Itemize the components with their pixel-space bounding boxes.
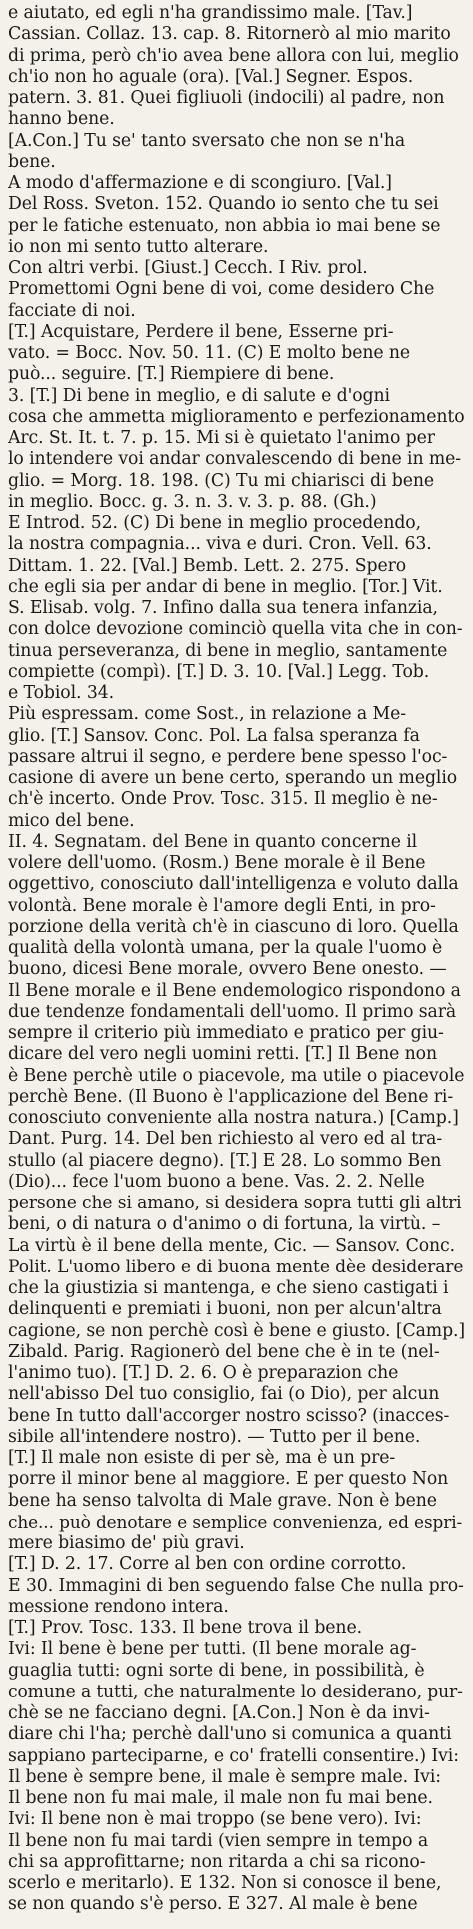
text-line: E Introd. 52. (C) Di bene in meglio procedendo,	[8, 513, 422, 533]
text-line: chè se ne facciano degni. [A.Con.] Non è da invi-	[8, 1703, 430, 1723]
text-line: buono, dicesi Bene morale, ovvero Bene onesto. —	[8, 959, 447, 980]
text-line: S. Elisab. volg. 7. Infino dalla sua tenera infanzia,	[8, 598, 438, 618]
text-line: diare chi l'ha; perchè dall'uno si comunica a quanti	[8, 1724, 452, 1745]
text-line: che la giustizia si mantenga, e che sieno castigati i	[8, 1278, 449, 1298]
text-line: chi sa approfittarne; non ritarda a chi sa ricono-	[8, 1851, 426, 1872]
text-line: delinquenti e premiati i buoni, non per alcun'altra	[8, 1299, 442, 1320]
text-line: glio. [T.] Sansov. Conc. Pol. La falsa speranza fa	[8, 725, 420, 746]
text-line: in meglio. Bocc. g. 3. n. 3. v. 3. p. 88. (Gh.)	[8, 491, 377, 512]
text-line: [T.] Prov. Tosc. 133. Il bene trova il bene.	[8, 1618, 362, 1638]
text-line: [T.] Acquistare, Perdere il bene, Esserne pri-	[8, 321, 394, 342]
text-line: Promettomi Ogni bene di voi, come desidero Che	[8, 279, 435, 300]
text-line: può... seguire. [T.] Riempiere di bene.	[8, 364, 335, 385]
text-line: tinua perseveranza, di bene in meglio, santamente	[8, 640, 448, 661]
text-line: Il bene non fu mai tardi (vien sempre in tempo a	[8, 1830, 429, 1851]
text-line: messione rendono intera.	[8, 1596, 229, 1617]
text-line: (Dio)... fece l'uom buono a bene. Vas. 2. 2. Nelle	[8, 1171, 425, 1192]
text-line: sibile all'intendere nostro). — Tutto per il bene.	[8, 1426, 421, 1447]
text-line: compiette (compì). [T.] D. 3. 10. [Val.] Legg. Tob.	[8, 661, 430, 682]
text-line: cagione, se non perchè così è bene e giusto. [Camp.]	[8, 1320, 465, 1341]
text-line: vato. = Bocc. Nov. 50. 11. (C) E molto bene ne	[8, 343, 411, 363]
text-line: volontà. Bene morale è l'amore degli Enti, in pro-	[8, 895, 436, 916]
text-line: casione di avere un bene certo, sperando un meglio	[8, 768, 458, 788]
text-line: Polit. L'uomo libero e di buona mente dèe desiderare	[8, 1256, 464, 1277]
text-line: beni, o di natura o d'animo o di fortuna, la virtù. –	[8, 1214, 441, 1235]
text-line: facciate di noi.	[8, 300, 136, 321]
text-line: mico del bene.	[8, 810, 135, 831]
text-line: persone che si amano, si desidera sopra tutti gli altri	[8, 1193, 462, 1213]
text-line: con dolce devozione cominciò quella vita che in con-	[8, 619, 463, 640]
text-line: Cassian. Collaz. 13. cap. 8. Ritornerò al mio marito	[8, 24, 451, 45]
text-line: conosciuto conveniente alla nostra natura.) [Camp.]	[8, 1108, 459, 1128]
text-line: [T.] Il male non esiste di per sè, ma è un pre-	[8, 1448, 396, 1468]
text-line: guaglia tutti: ogni sorte di bene, in possibilità, è	[8, 1660, 425, 1681]
text-line: lo intendere voi andar convalescendo di bene in me-	[8, 449, 462, 470]
text-line: La virtù è il bene della mente, Cic. — Sansov. Conc.	[8, 1235, 455, 1256]
text-line: bene ha senso talvolta di Male grave. Non è bene	[8, 1490, 437, 1511]
text-line: Ivi: Il bene non è mai troppo (se bene vero). Ivi:	[8, 1809, 422, 1830]
text-line: Ivi: Il bene è bene per tutti. (Il bene morale ag-	[8, 1639, 417, 1660]
text-line: [A.Con.] Tu se' tanto sversato che non se n'ha	[8, 130, 406, 151]
text-line: è Bene perchè utile o piacevole, ma utile o piacevole	[8, 1065, 465, 1086]
text-line: II. 4. Segnatam. del Bene in quanto concerne il	[8, 831, 418, 852]
text-line: Dant. Purg. 14. Del ben richiesto al vero ed al tra-	[8, 1129, 443, 1150]
text-line: dicare del vero negli uomini retti. [T.] Il Bene non	[8, 1044, 438, 1065]
text-line: io non mi sento tutto alterare.	[8, 236, 269, 257]
text-line: Dittam. 1. 22. [Val.] Bemb. Lett. 2. 275. Spero	[8, 555, 407, 576]
text-line: Il Bene morale e il Bene endemologico rispondono a	[8, 980, 461, 1001]
text-line: che... può denotare e semplice convenienza, ed espri-	[8, 1511, 463, 1532]
text-line: passare altrui il segno, e perdere bene spesso l'oc-	[8, 746, 448, 767]
text-line: bene In tutto dall'accorger nostro scisso? (inacces-	[8, 1405, 450, 1426]
text-line: A modo d'affermazione e di scongiuro. [Val.]	[8, 173, 392, 193]
text-line: oggettivo, conosciuto dall'intelligenza e voluto dalla	[8, 874, 459, 895]
text-line: Il bene è sempre bene, il male è sempre male. Ivi:	[8, 1766, 441, 1787]
text-line: volere dell'uomo. (Rosm.) Bene morale è il Bene	[8, 853, 426, 873]
text-line: [T.] D. 2. 17. Corre al ben con ordine corrotto.	[8, 1554, 407, 1575]
text-line: che egli sia per andar di bene in meglio. [Tor.] Vit.	[8, 576, 443, 597]
text-line: Del Ross. Sveton. 152. Quando io sento che tu sei	[8, 194, 439, 215]
text-line: qualità della volontà umana, per la quale l'uomo è	[8, 938, 443, 958]
text-line: Il bene non fu mai male, il male non fu mai bene.	[8, 1788, 433, 1808]
text-line: comune a tutti, che naturalmente lo desiderano, pur-	[8, 1681, 463, 1702]
text-line: 3. [T.] Di bene in meglio, e di salute e d'ogni	[8, 385, 390, 406]
text-line: ch'io non ho aguale (ora). [Val.] Segner. Espos.	[8, 66, 414, 87]
text-line: ch'è incerto. Onde Prov. Tosc. 315. Il meglio è ne-	[8, 789, 438, 810]
text-line: Arc. St. It. t. 7. p. 15. Mi si è quietato l'animo per	[8, 428, 435, 448]
text-line: glio. = Morg. 18. 198. (C) Tu mi chiarisci di bene	[8, 470, 435, 491]
text-line: Zibald. Parig. Ragionerò del bene che è in te (nel-	[8, 1341, 440, 1362]
text-line: per le fatiche estenuato, non abbia io mai bene se	[8, 215, 441, 236]
text-line: mere biasimo de' più gravi.	[8, 1533, 245, 1553]
text-line: patern. 3. 81. Quei figliuoli (indocili) al padre, non	[8, 88, 445, 108]
text-line: e aiutato, ed egli n'ha grandissimo male. [Tav.]	[8, 3, 413, 23]
text-line: perchè Bene. (Il Buono è l'applicazione del Bene ri-	[8, 1086, 454, 1107]
text-line: due tendenze fondamentali dell'uomo. Il primo sarà	[8, 1001, 457, 1022]
text-line: porre il minor bene al maggiore. E per questo Non	[8, 1469, 449, 1490]
text-line: nell'abisso Del tuo consiglio, fai (o Dio), per alcun	[8, 1384, 440, 1405]
text-line: cosa che ammetta miglioramento e perfezionamento	[8, 406, 465, 427]
text-line: porzione della verità ch'è in ciascuno di loro. Quella	[8, 916, 459, 937]
text-line: hanno bene.	[8, 109, 115, 130]
text-line: Più espressam. come Sost., in relazione a Me-	[8, 704, 406, 725]
text-line: E 30. Immagini di ben seguendo false Che nulla pro-	[8, 1575, 464, 1596]
text-line: la nostra compagnia... viva e duri. Cron. Vell. 63.	[8, 534, 432, 555]
text-line: stullo (al piacere degno). [T.] E 28. Lo sommo Ben	[8, 1150, 442, 1171]
text-line: sempre il criterio più immediato e pratico per giu-	[8, 1023, 444, 1043]
text-line: e Tobiol. 34.	[8, 683, 114, 703]
text-line: scerlo e meritarlo). E 132. Non si conosce il bene,	[8, 1873, 442, 1893]
text-line: sappiano parteciparne, e co' fratelli consentire.) Ivi:	[8, 1745, 459, 1766]
text-line: di prima, però ch'io avea bene allora con lui, meglio	[8, 45, 459, 66]
text-line: se non quando s'è perso. E 327. Al male è bene	[8, 1894, 418, 1915]
text-line: bene.	[8, 151, 56, 172]
text-line: Con altri verbi. [Giust.] Cecch. I Riv. prol.	[8, 258, 368, 278]
text-line: l'animo tuo). [T.] D. 2. 6. O è preparazion che	[8, 1363, 399, 1383]
dictionary-text	[8, 3, 465, 1916]
